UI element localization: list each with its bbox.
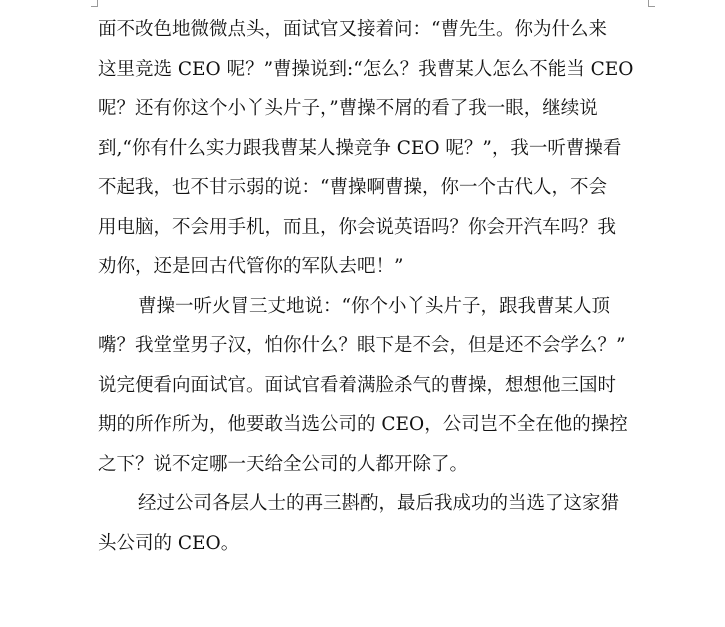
text-line: 面不改色地微微点头，面试官又接着问：“曹先生。你为什么来 <box>98 19 607 40</box>
crop-mark-left <box>91 0 98 7</box>
text-line: 这里竞选 CEO 呢？”曹操说到:“怎么？我曹某人怎么不能当 CEO <box>98 58 634 80</box>
text-line: 呢？还有你这个小丫头片子，”曹操不屑的看了我一眼，继续说 <box>98 98 598 119</box>
text-line: 说完便看向面试官。面试官看着满脸杀气的曹操，想想他三国时 <box>98 374 617 396</box>
body-text <box>98 10 654 563</box>
text-line: 之下？说不定哪一天给全公司的人都开除了。 <box>98 453 469 475</box>
text-line: 用电脑，不会用手机，而且，你会说英语吗？你会开汽车吗？我 <box>98 216 617 238</box>
paragraph-start-line: 经过公司各层人士的再三斟酌，最后我成功的当选了这家猎 <box>138 493 620 514</box>
text-line: 劝你，还是回古代管你的军队去吧！” <box>98 256 404 277</box>
text-line: 到,“你有什么实力跟我曹某人操竞争 CEO 呢？”，我一听曹操看 <box>98 137 622 159</box>
text-line: 头公司的 CEO。 <box>98 532 240 554</box>
text-line: 不起我，也不甘示弱的说：“曹操啊曹操，你一个古代人，不会 <box>98 177 607 198</box>
crop-mark-right <box>648 0 655 7</box>
text-line: 期的所作所为，他要敢当选公司的 CEO，公司岂不全在他的操控 <box>98 414 628 435</box>
text-line: 嘴？我堂堂男子汉，怕你什么？眼下是不会，但是还不会学么？” <box>98 335 626 356</box>
paragraph-start-line: 曹操一听火冒三丈地说：“你个小丫头片子，跟我曹某人顶 <box>138 295 610 317</box>
